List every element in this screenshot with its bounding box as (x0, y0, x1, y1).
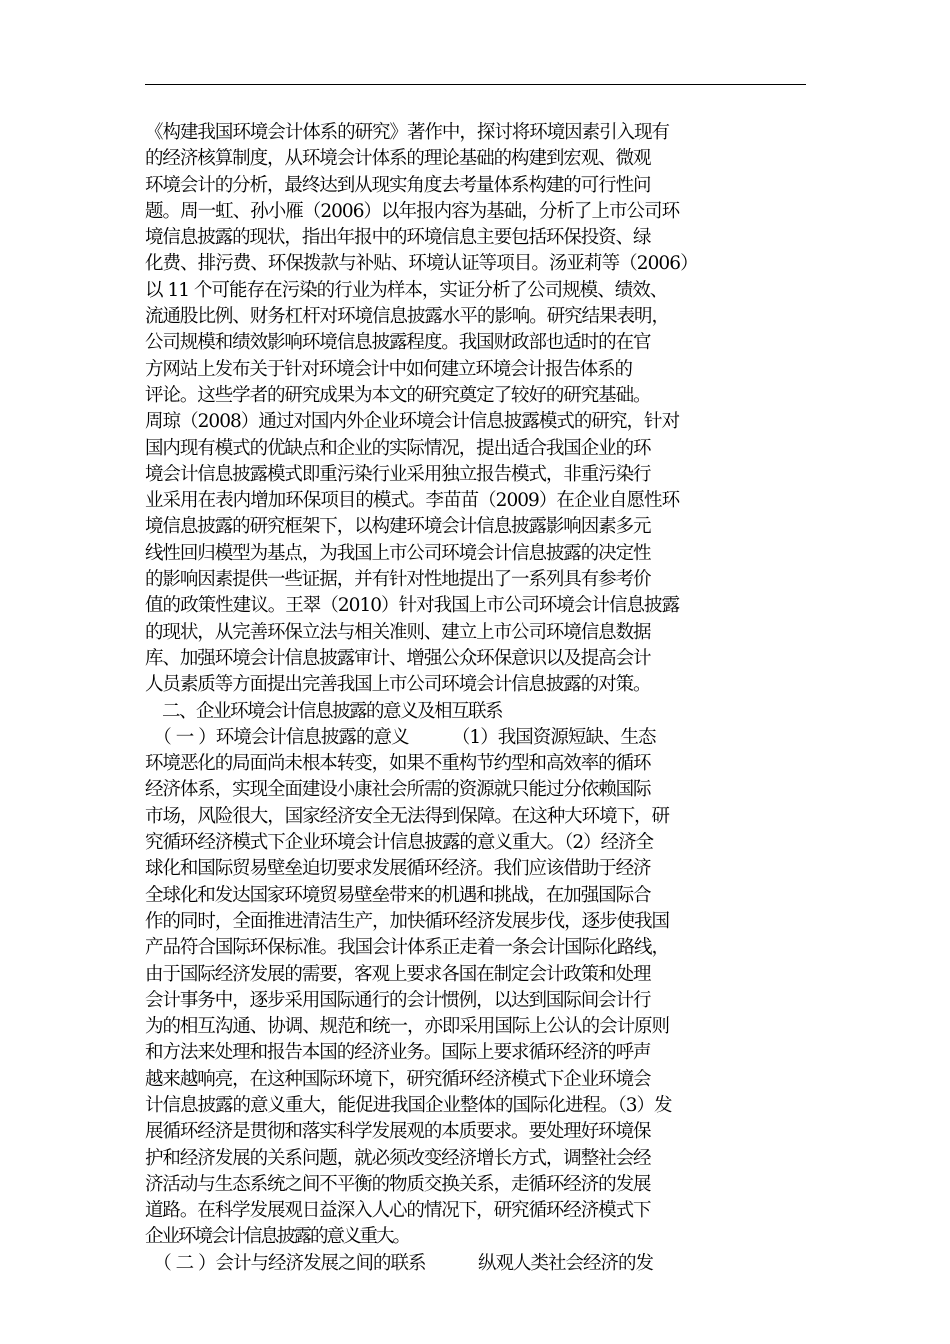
text-line: 周琼（2008）通过对国内外企业环境会计信息披露模式的研究，针对 (145, 411, 680, 433)
text-line: 产品符合国际环保标准。我国会计体系正走着一条会计国际化路线， (145, 937, 669, 959)
text-line: 计信息披露的意义重大，能促进我国企业整体的国际化进程。（3）发 (145, 1094, 672, 1116)
text-line: 展循环经济是贯彻和落实科学发展观的本质要求。要处理好环境保 (145, 1121, 651, 1143)
text-line: （ 二 ）会计与经济发展之间的联系 纵观人类社会经济的发 (145, 1252, 654, 1274)
text-line: 企业环境会计信息披露的意义重大。 (145, 1226, 410, 1248)
text-line: 线性回归模型为基点，为我国上市公司环境会计信息披露的决定性 (145, 542, 651, 564)
text-line: 和方法来处理和报告本国的经济业务。国际上要求循环经济的呼声 (145, 1042, 651, 1064)
text-line: 经济体系，实现全面建设小康社会所需的资源就只能过分依赖国际 (145, 779, 651, 801)
text-line: 为的相互沟通、协调、规范和统一，亦即采用国际上公认的会计原则 (145, 1016, 669, 1038)
text-line: 球化和国际贸易壁垒迫切要求发展循环经济。我们应该借助于经济 (145, 858, 651, 880)
text-line: 作的同时，全面推进清洁生产，加快循环经济发展步伐，逐步使我国 (145, 910, 669, 932)
text-line: 人员素质等方面提出完善我国上市公司环境会计信息披露的对策。 (145, 674, 651, 696)
text-line: 库、加强环境会计信息披露审计、增强公众环保意识以及提高会计 (145, 647, 651, 669)
text-line: 的经济核算制度，从环境会计体系的理论基础的构建到宏观、微观 (145, 148, 651, 170)
text-line: 道路。在科学发展观日益深入人心的情况下，研究循环经济模式下 (145, 1200, 651, 1222)
text-line: 会计事务中，逐步采用国际通行的会计惯例，以达到国际间会计行 (145, 989, 651, 1011)
text-line: 境信息披露的现状，指出年报中的环境信息主要包括环保投资、绿 (145, 227, 651, 249)
text-line: 济活动与生态系统之间不平衡的物质交换关系，走循环经济的发展 (145, 1173, 651, 1195)
text-line: 的现状，从完善环保立法与相关准则、建立上市公司环境信息数据 (145, 621, 651, 643)
text-line: 境信息披露的研究框架下，以构建环境会计信息披露影响因素多元 (145, 516, 651, 538)
text-line: 环境恶化的局面尚未根本转变，如果不重构节约型和高效率的循环 (145, 753, 651, 775)
text-line: 环境会计的分析，最终达到从现实角度去考量体系构建的可行性问 (145, 174, 651, 196)
text-line: 业采用在表内增加环保项目的模式。李苗苗（2009）在企业自愿性环 (145, 490, 680, 512)
text-line: 流通股比例、财务杠杆对环境信息披露水平的影响。研究结果表明， (145, 306, 669, 328)
text-line: 的影响因素提供一些证据，并有针对性地提出了一系列具有参考价 (145, 569, 651, 591)
text-line: 市场，风险很大，国家经济安全无法得到保障。在这种大环境下，研 (145, 805, 669, 827)
header-rule (145, 84, 806, 85)
text-line: 题。周一虹、孙小雁（2006）以年报内容为基础，分析了上市公司环 (145, 200, 680, 222)
text-line: 全球化和发达国家环境贸易壁垒带来的机遇和挑战，在加强国际合 (145, 884, 651, 906)
text-line: 评论。这些学者的研究成果为本文的研究奠定了较好的研究基础。 (145, 384, 651, 406)
text-line: （ 一 ）环境会计信息披露的意义 （1）我国资源短缺、生态 (145, 726, 656, 748)
text-line: 方网站上发布关于针对环境会计中如何建立环境会计报告体系的 (145, 358, 632, 380)
body-text (145, 120, 825, 1277)
text-line: 化费、排污费、环保拨款与补贴、环境认证等项目。汤亚莉等（2006） (145, 253, 698, 275)
text-line: 境会计信息披露模式即重污染行业采用独立报告模式，非重污染行 (145, 463, 651, 485)
text-line: 国内现有模式的优缺点和企业的实际情况，提出适合我国企业的环 (145, 437, 651, 459)
text-line: 究循环经济模式下企业环境会计信息披露的意义重大。（2）经济全 (145, 832, 654, 854)
text-line: 护和经济发展的关系问题，就必须改变经济增长方式，调整社会经 (145, 1147, 651, 1169)
text-line: 越来越响亮，在这种国际环境下，研究循环经济模式下企业环境会 (145, 1068, 651, 1090)
text-line: 由于国际经济发展的需要，客观上要求各国在制定会计政策和处理 (145, 963, 651, 985)
text-line: 《构建我国环境会计体系的研究》著作中，探讨将环境因素引入现有 (145, 122, 669, 143)
text-line: 二、企业环境会计信息披露的意义及相互联系 (145, 700, 503, 722)
text-line: 公司规模和绩效影响环境信息披露程度。我国财政部也适时的在官 (145, 332, 651, 354)
text-line: 以 11 个可能存在污染的行业为样本，实证分析了公司规模、绩效、 (145, 279, 668, 301)
text-line: 值的政策性建议。王翠（2010）针对我国上市公司环境会计信息披露 (145, 595, 680, 617)
